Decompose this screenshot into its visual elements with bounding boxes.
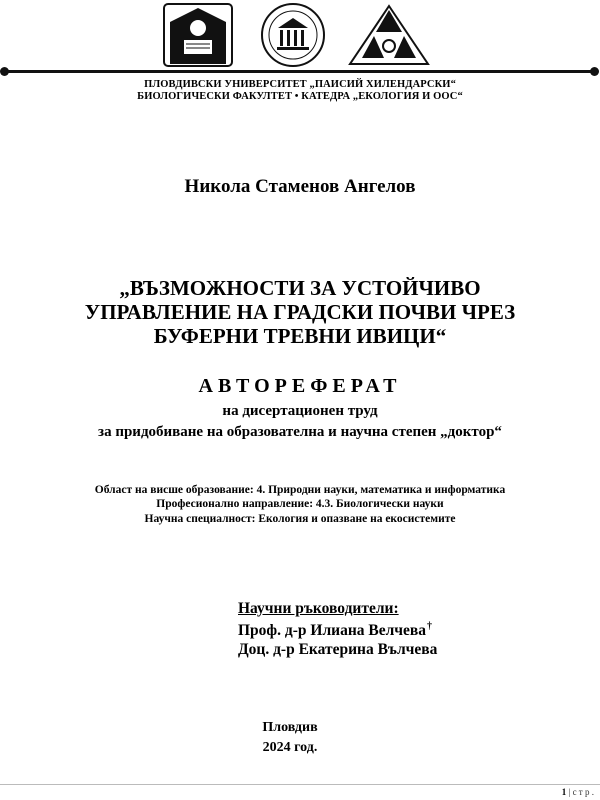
title-line-1: „ВЪЗМОЖНОСТИ ЗА УСТОЙЧИВО bbox=[119, 276, 481, 300]
supervisor-2: Доц. д-р Екатерина Вълчева bbox=[238, 641, 438, 658]
title-line-3: БУФЕРНИ ТРЕВНИ ИВИЦИ“ bbox=[153, 324, 447, 348]
page-footer bbox=[562, 787, 594, 797]
supervisors-heading: Научни ръководители: bbox=[238, 600, 399, 617]
department-logo-icon bbox=[346, 2, 432, 68]
supervisor-1 bbox=[238, 621, 432, 640]
abstract-heading: АВТОРЕФЕРАТ bbox=[198, 375, 402, 397]
university-logo-icon bbox=[162, 2, 234, 68]
field-education-area: Област на висше образование: 4. Природни науки, математика и информатика bbox=[94, 484, 506, 496]
dagger-mark: † bbox=[427, 621, 433, 632]
faculty-logo-icon bbox=[256, 2, 330, 68]
header-logos bbox=[0, 2, 600, 68]
abstract-subtitle-1: на дисертационен труд bbox=[222, 403, 378, 419]
year: 2024 год. bbox=[262, 740, 318, 755]
supervisor-1-name: Проф. д-р Илиана Велчева bbox=[238, 622, 427, 640]
page-number: 1 bbox=[561, 787, 567, 797]
header-rule bbox=[4, 70, 596, 73]
institution-line-2: БИОЛОГИЧЕСКИ ФАКУЛТЕТ • КАТЕДРА „ЕКОЛОГИЯ И ООС“ bbox=[137, 91, 463, 102]
city: Пловдив bbox=[262, 720, 318, 735]
footer-separator: | bbox=[568, 787, 571, 797]
page-label: с т р . bbox=[572, 787, 594, 797]
author-name: Никола Стаменов Ангелов bbox=[184, 176, 416, 197]
field-specialty: Научна специалност: Екология и опазване на екосистемите bbox=[144, 513, 456, 525]
field-professional-direction: Професионално направление: 4.3. Биологически науки bbox=[156, 498, 444, 510]
footer-rule bbox=[0, 784, 600, 785]
header-rule-dot-right bbox=[590, 67, 599, 76]
abstract-subtitle-2: за придобиване на образователна и научна степен „доктор“ bbox=[98, 424, 502, 440]
institution-line-1: ПЛОВДИВСКИ УНИВЕРСИТЕТ „ПАИСИЙ ХИЛЕНДАРСКИ“ bbox=[144, 79, 456, 90]
title-line-2: УПРАВЛЕНИЕ НА ГРАДСКИ ПОЧВИ ЧРЕЗ bbox=[84, 300, 516, 324]
